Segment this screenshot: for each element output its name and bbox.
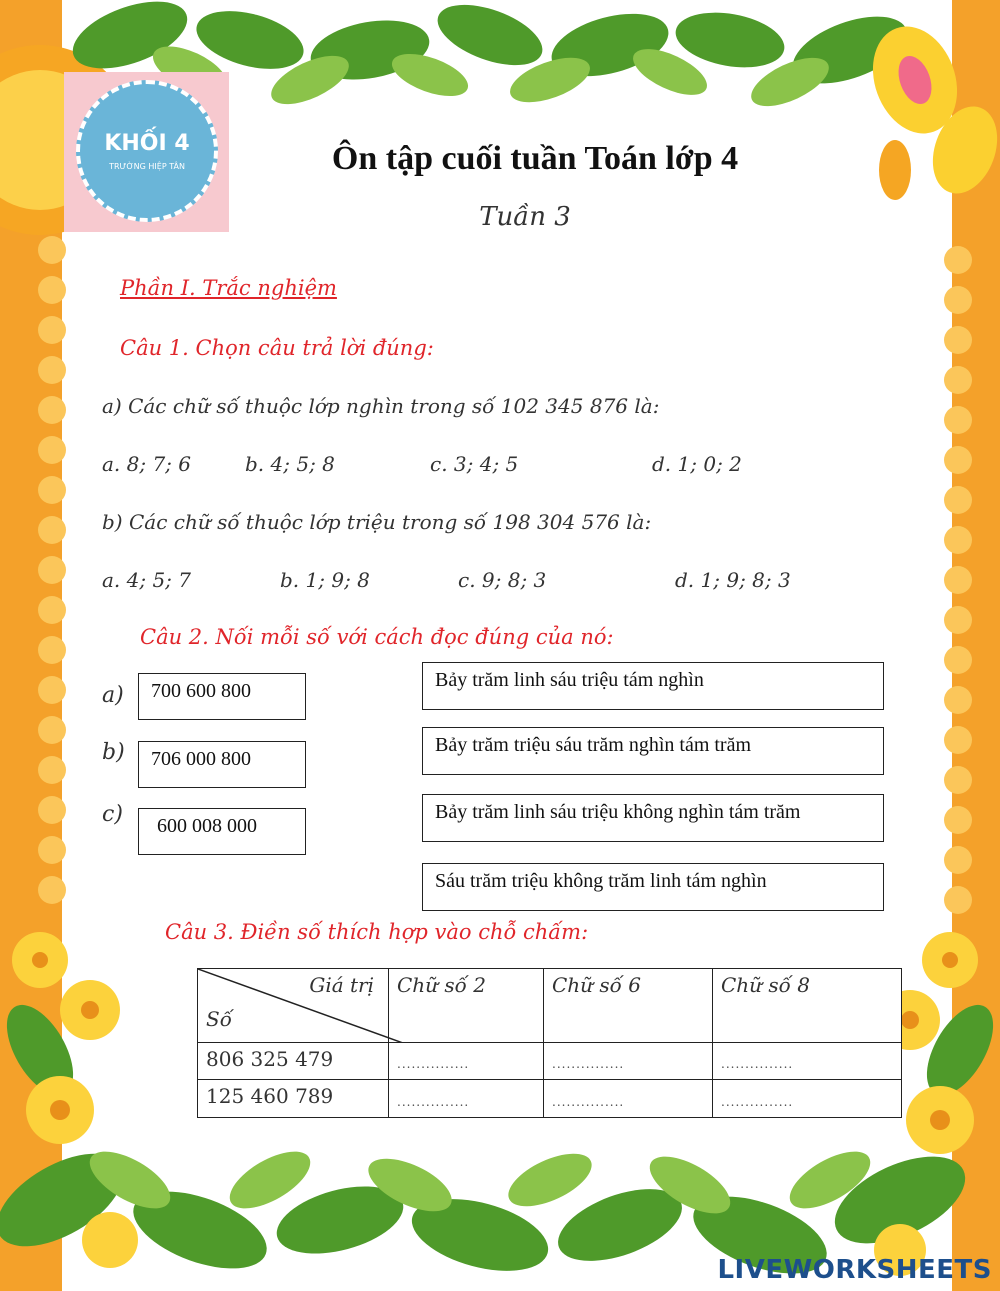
column-header-digit-6: Chữ số 6 xyxy=(544,969,713,1043)
row-number-cell: 806 325 479 xyxy=(198,1043,389,1080)
corner-label-value: Giá trị xyxy=(309,973,374,997)
q2-number-box-a[interactable]: 700 600 800 xyxy=(138,673,306,720)
q1b-option-d[interactable]: d. 1; 9; 8; 3 xyxy=(675,568,791,592)
q1a-option-c[interactable]: c. 3; 4; 5 xyxy=(430,452,519,476)
answer-cell[interactable] xyxy=(544,1080,713,1118)
q1b-option-c[interactable]: c. 9; 8; 3 xyxy=(458,568,547,592)
q2-letter-a: a) xyxy=(102,683,124,708)
q2-letter-b: b) xyxy=(102,740,125,765)
q1a-option-b[interactable]: b. 4; 5; 8 xyxy=(245,452,335,476)
question-2-heading: Câu 2. Nối mỗi số với cách đọc đúng của nó: xyxy=(140,625,614,649)
row-number-cell: 125 460 789 xyxy=(198,1080,389,1118)
table-corner-cell xyxy=(198,969,389,1043)
question-1b-prompt: b) Các chữ số thuộc lớp triệu trong số 198 304 576 là: xyxy=(102,510,652,534)
q2-reading-box-1[interactable]: Bảy trăm linh sáu triệu tám nghìn xyxy=(422,662,884,710)
answer-cell[interactable] xyxy=(544,1043,713,1080)
logo-sub-text: TRƯỜNG HIỆP TÂN xyxy=(109,162,185,171)
answer-cell[interactable] xyxy=(713,1043,902,1080)
answer-blank[interactable]: ............... xyxy=(397,1094,470,1109)
answer-blank[interactable]: ............... xyxy=(721,1057,794,1071)
place-value-table xyxy=(197,968,902,1118)
page-subtitle: Tuần 3 xyxy=(479,202,571,232)
q1a-option-a[interactable]: a. 8; 7; 6 xyxy=(102,452,192,476)
q1b-option-b[interactable]: b. 1; 9; 8 xyxy=(280,568,370,592)
q1b-option-a[interactable]: a. 4; 5; 7 xyxy=(102,568,192,592)
answer-cell[interactable] xyxy=(713,1080,902,1118)
q2-letter-c: c) xyxy=(102,802,123,827)
question-1a-prompt: a) Các chữ số thuộc lớp nghìn trong số 102 345 876 là: xyxy=(102,394,660,418)
q2-number-box-b[interactable]: 706 000 800 xyxy=(138,741,306,788)
logo-main-text: KHỐI 4 xyxy=(104,131,190,156)
table-row xyxy=(198,1080,902,1118)
q2-reading-box-4[interactable]: Sáu trăm triệu không trăm linh tám nghìn xyxy=(422,863,884,911)
page-title: Ôn tập cuối tuần Toán lớp 4 xyxy=(331,140,739,177)
answer-blank[interactable]: ............... xyxy=(721,1094,794,1109)
q1a-option-d[interactable]: d. 1; 0; 2 xyxy=(652,452,742,476)
column-header-digit-8: Chữ số 8 xyxy=(713,969,902,1043)
q2-number-box-c[interactable]: 600 008 000 xyxy=(138,808,306,855)
table-row xyxy=(198,1043,902,1080)
table-header-row xyxy=(198,969,902,1043)
answer-blank[interactable]: ............... xyxy=(552,1094,625,1109)
answer-cell[interactable] xyxy=(389,1080,544,1118)
answer-blank[interactable]: ............... xyxy=(552,1057,625,1071)
section-heading: Phần I. Trắc nghiệm xyxy=(120,276,337,300)
liveworksheets-brand[interactable]: LIVEWORKSHEETS xyxy=(717,1255,992,1285)
column-header-digit-2: Chữ số 2 xyxy=(389,969,544,1043)
answer-blank[interactable]: ............... xyxy=(397,1057,470,1071)
question-3-heading: Câu 3. Điền số thích hợp vào chỗ chấm: xyxy=(165,920,589,944)
answer-cell[interactable] xyxy=(389,1043,544,1080)
q2-reading-box-2[interactable]: Bảy trăm triệu sáu trăm nghìn tám trăm xyxy=(422,727,884,775)
question-1-heading: Câu 1. Chọn câu trả lời đúng: xyxy=(120,336,434,360)
q2-reading-box-3[interactable]: Bảy trăm linh sáu triệu không nghìn tám trăm xyxy=(422,794,884,842)
corner-label-number: Số xyxy=(206,1007,232,1031)
